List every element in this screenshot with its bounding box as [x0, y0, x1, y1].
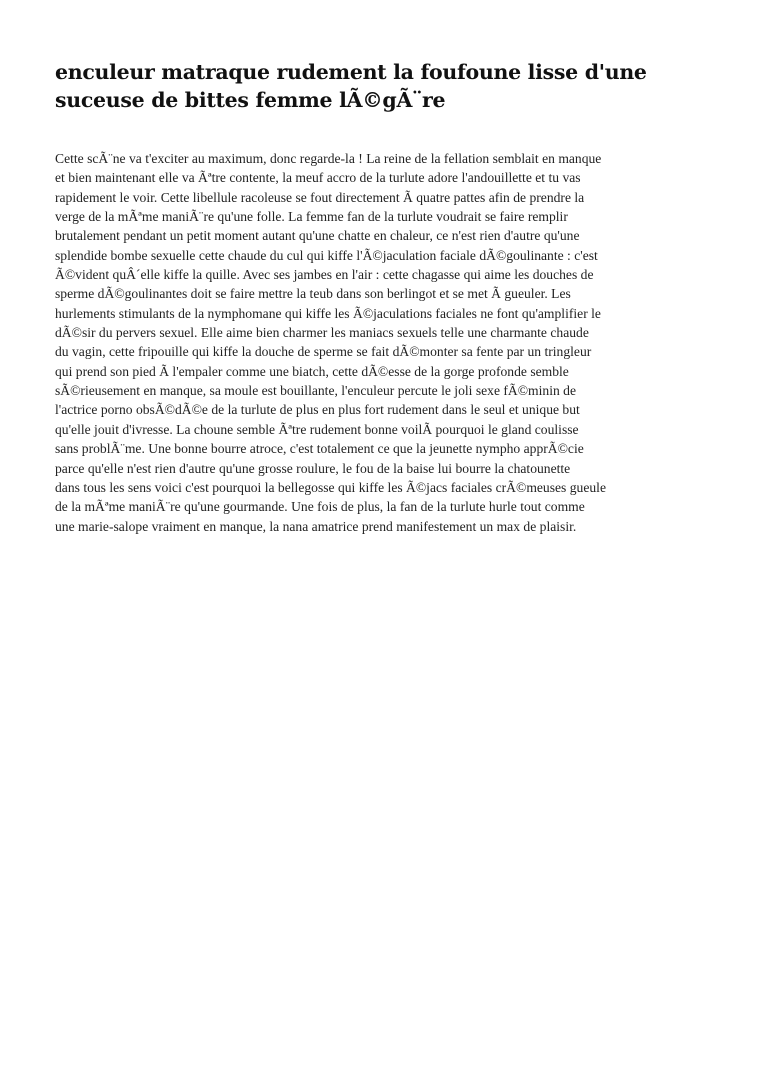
document-title [55, 58, 735, 114]
body-text-line: une marie-salope vraiment en manque, la nana amatrice prend manifestement un max de plaisir. [55, 518, 577, 534]
body-text-line: l'actrice porno obsÃ©dÃ©e de la turlute de plus en plus fort rudement dans le seul et unique but [55, 402, 580, 418]
body-text-line: hurlements stimulants de la nymphomane qui kiffe les Ã©jaculations faciales ne font qu'amplifier le [55, 305, 601, 321]
document-body [55, 149, 735, 536]
title-line: enculeur matraque rudement la foufoune lisse d'une [55, 60, 647, 84]
body-text-line: dÃ©sir du pervers sexuel. Elle aime bien charmer les maniacs sexuels telle une charmante chaude [55, 325, 589, 341]
body-text-line: et bien maintenant elle va Ãªtre contente, la meuf accro de la turlute adore l'andouillette et tu vas [55, 170, 581, 186]
body-text-line: sÃ©rieusement en manque, sa moule est bouillante, l'enculeur percute le joli sexe fÃ©minin de [55, 383, 577, 399]
body-text-line: rapidement le voir. Cette libellule racoleuse se fout directement Ã quatre pattes afin de prendre la [55, 189, 585, 205]
body-text-line: Ã©vident quÂ´elle kiffe la quille. Avec ses jambes en l'air : cette chagasse qui aime les douches de [55, 267, 594, 283]
body-text-line: dans tous les sens voici c'est pourquoi la bellegosse qui kiffe les Ã©jacs faciales crÃ©meuses gueule [55, 479, 606, 495]
body-text-line: sperme dÃ©goulinantes doit se faire mettre la teub dans son berlingot et se met Ã gueuler. Les [55, 286, 571, 302]
body-text-line: qu'elle jouit d'ivresse. La choune semble Ãªtre rudement bonne voilÃ pourquoi le gland coulisse [55, 421, 579, 437]
title-line: suceuse de bittes femme lÃ©gÃ¨re [55, 88, 446, 112]
body-text-line: du vagin, cette fripouille qui kiffe la douche de sperme se fait dÃ©monter sa fente par un tringleur [55, 344, 592, 360]
body-text-line: brutalement pendant un petit moment autant qu'une chatte en chaleur, ce n'est rien d'autre qu'une [55, 228, 580, 244]
body-text-line: de la mÃªme maniÃ¨re qu'une gourmande. Une fois de plus, la fan de la turlute hurle tout comme [55, 499, 585, 515]
body-text-line: verge de la mÃªme maniÃ¨re qu'une folle. La femme fan de la turlute voudrait se faire remplir [55, 209, 568, 225]
body-text-line: sans problÃ¨me. Une bonne bourre atroce, c'est totalement ce que la jeunette nympho apprÃ©cie [55, 441, 584, 457]
body-text-line: qui prend son pied Ã l'empaler comme une biatch, cette dÃ©esse de la gorge profonde semble [55, 363, 569, 379]
body-text-line: parce qu'elle n'est rien d'autre qu'une grosse roulure, le fou de la baise lui bourre la chatounette [55, 460, 571, 476]
body-text-line: Cette scÃ¨ne va t'exciter au maximum, donc regarde-la ! La reine de la fellation semblait en manque [55, 151, 602, 166]
body-text-line: splendide bombe sexuelle cette chaude du cul qui kiffe l'Ã©jaculation faciale dÃ©goulinante : c'est [55, 247, 598, 263]
